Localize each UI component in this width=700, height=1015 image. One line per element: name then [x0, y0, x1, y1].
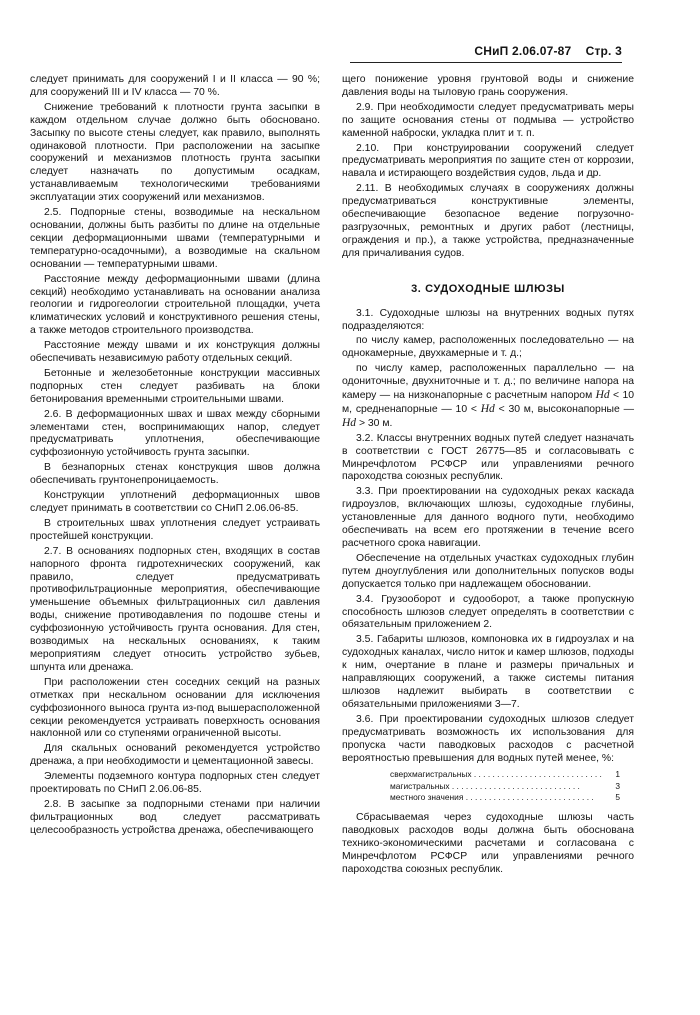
paragraph: 3.5. Габариты шлюзов, компоновка их в гидроузлах и на судоходных каналах, число ниток и камер шлюзов, подходы к ним, очертание в плане и размеры причальных и направляющих сооружений, а также системы питания шлюзов надлежит выбирать в соответствии с обязательными приложениями 3—7.: [342, 634, 634, 710]
paragraph: 2.7. В основаниях подпорных стен, входящих в состав напорного фронта гидротехнических сооружений, как правило, следует предусматривать противофильтрационные мероприятия, обеспечивающие уменьшение объемных фильтрационных сил давления воды, снижение противодавления по подошве стены и суффозионную устойчивость грунта основания. Для стен, возводимых на нескальных основаниях, к таким мероприятиям следует относить устройство зубьев, шпунта или дренажа.: [30, 545, 320, 673]
table-row: [390, 792, 620, 804]
paragraph: Сбрасываемая через судоходные шлюзы часть паводковых расходов воды должна быть обоснована технико-экономическими расчетами и согласована с Минречфлотом РСФСР или управлениями речного пароходства союзных республик.: [342, 811, 634, 875]
paragraph: 3.2. Классы внутренних водных путей следует назначать в соответствии с ГОСТ 26775—85 и согласовывать с Минречфлотом РСФСР или управлениями речного пароходства союзных республик.: [342, 432, 634, 483]
paragraph: 3.3. При проектировании на судоходных реках каскада гидроузлов, включающих шлюзы, судоходные глубины, установленные для данного водного пути, необходимо обеспечивать на всем его протяжении в течение всего расчетного срока навигации.: [342, 486, 634, 549]
paragraph: 2.9. При необходимости следует предусматривать меры по защите основания стены от подмыва — устройство каменной наброски, укладка плит и т. п.: [342, 101, 634, 139]
paragraph: В безнапорных стенах конструкция швов должна обеспечивать грунтонепроницаемость.: [30, 462, 320, 487]
table-row-value: 3: [615, 780, 620, 791]
table-row: [390, 781, 620, 793]
paragraph: 2.8. В засыпке за подпорными стенами при наличии фильтрационных вод следует рассматривать целесообразность устройства дренажа, обеспечивающего: [30, 798, 320, 836]
paragraph: При расположении стен соседних секций на разных отметках при нескальном основании для исключения суффозионного выноса грунта из-под вышерасположенной секции рекомендуется устраивать поверхность основания наклонной или со ступенями ограниченной высоты.: [30, 676, 320, 740]
head-symbol: Hd: [480, 402, 495, 415]
list-item: по числу камер, расположенных параллельно — на одониточные, двухниточные и т. д.; по величине напора на камеру — на низконапорные с расчетным напором Hd < 10 м, средненапорные — 10 < Hd < 30 м, высоконапорные — Hd > 30 м.: [342, 363, 634, 429]
paragraph: Снижение требований к плотности грунта засыпки в каждом отдельном случае должно быть обосновано. Засыпку по высоте стены следует, как правило, выполнять одинаковой плотности. При расположении на засыпке сооружений и механизмов плотность грунта засыпки следует назначать по допустимым осадкам, устанавливаемым технологическими требованиями эксплуатации этих сооружений или механизмов.: [30, 101, 320, 204]
paragraph: 3.6. При проектировании судоходных шлюзов следует предусматривать возможность их использования для пропуска части паводковых расходов с расчетной вероятностью превышения для водных путей менее, %:: [342, 713, 634, 764]
paragraph: Расстояние между деформационными швами (длина секций) необходимо устанавливать на основании анализа геологии и гидрогеологии строительной площадки, учета климатических условий и конструктивного решения стены, а также методов строительного производства.: [30, 273, 320, 337]
paragraph: Элементы подземного контура подпорных стен следует проектировать по СНиП 2.06.06-85.: [30, 771, 320, 796]
paragraph: Обеспечение на отдельных участках судоходных глубин путем дноуглубления или дополнительных попусков воды допускается только при надлежащем обосновании.: [342, 552, 634, 590]
paragraph: 2.5. Подпорные стены, возводимые на нескальном основании, должны быть разбиты по длине на отдельные секции деформационными швами (температурными и температурно-осадочными), а возводимые на скальном основании — температурными швами.: [30, 207, 320, 270]
paragraph: 2.10. При конструировании сооружений следует предусматривать мероприятия по защите стен от коррозии, навала и истирающего воздействия судов, льда и др.: [342, 142, 634, 180]
list-item: по числу камер, расположенных последовательно — на однокамерные, двухкамерные и т. д.;: [342, 335, 634, 360]
paragraph: 2.6. В деформационных швах и швах между сборными элементами стен, воспринимающих напор, следует предусматривать уплотнения, обеспечивающие суффозионную устойчивость грунта засыпки.: [30, 408, 320, 459]
table-row-value: 5: [615, 792, 620, 803]
paragraph: Расстояние между швами и их конструкция должны обеспечивать независимую работу отдельных секций.: [30, 340, 320, 365]
paragraph: Бетонные и железобетонные конструкции массивных подпорных стен следует разбивать на блоки бетонирования временными строительными швами.: [30, 367, 320, 405]
paragraph: следует принимать для сооружений I и II класса — 90 %; для сооружений III и IV класса — 70 %.: [30, 74, 320, 98]
document-code: СНиП 2.06.07-87: [474, 44, 572, 58]
paragraph: 2.11. В необходимых случаях в сооружениях должны предусматриваться конструктивные элементы, обеспечивающие безопасное ведение погрузочно-разгрузочных, ремонтных и других работ (лестницы, ограждения и пр.), а также устройства, предназначенные для причаливания судов.: [342, 183, 634, 259]
table-row-label: сверхмагистральных . . .: [390, 769, 606, 781]
head-symbol: Hd: [595, 389, 610, 402]
page-header: [474, 44, 622, 58]
paragraph: Конструкции уплотнений деформационных швов следует принимать в соответствии со СНиП 2.06.06-85.: [30, 490, 320, 514]
paragraph: В строительных швах уплотнения следует устраивать простейшей конструкции.: [30, 517, 320, 542]
paragraph: Для скальных оснований рекомендуется устройство дренажа, а при необходимости и цементационной завесы.: [30, 743, 320, 768]
left-column: [30, 74, 320, 840]
right-column: [342, 74, 634, 878]
page-number: Стр. 3: [585, 44, 622, 58]
table-row: [390, 769, 620, 781]
paragraph: 3.4. Грузооборот и судооборот, а также пропускную способность шлюзов следует определять в соответствии с обязательным приложением 2.: [342, 593, 634, 631]
paragraph: 3.1. Судоходные шлюзы на внутренних водных путях подразделяются:: [342, 307, 634, 332]
probability-table: [390, 769, 634, 804]
section-title: 3. СУДОХОДНЫЕ ШЛЮЗЫ: [411, 282, 565, 295]
table-row-value: 1: [615, 769, 620, 780]
table-row-label: магистральных . . .: [390, 781, 606, 793]
table-row-label: местного значения . . .: [390, 792, 606, 804]
header-rule: [350, 62, 622, 63]
paragraph: щего понижение уровня грунтовой воды и снижение давления воды на тыловую грань сооружения.: [342, 74, 634, 98]
head-symbol: Hd: [342, 416, 357, 429]
